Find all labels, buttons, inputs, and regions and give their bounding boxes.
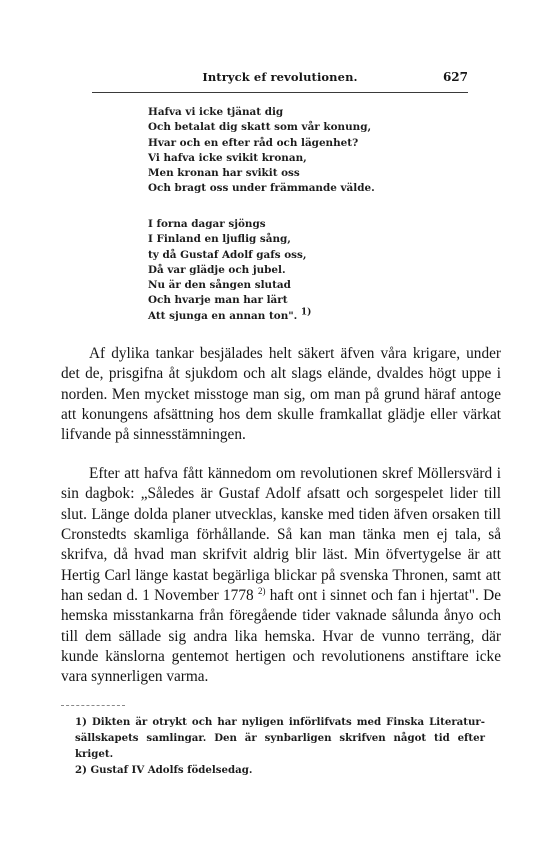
poem-line: I Finland en ljuflig sång,: [148, 233, 291, 246]
paragraph-text-b: haft ont i sinnet och fan i hjertat". De hemska misstankarna från föregående tider vaknade sålunda ånyo och till dem sällade sig andra lika hemska. Hvar de vunno terräng, där kunde känslorna gentemot hertigen och revolutionens anstiftare icke vara synnerligen varma.: [61, 587, 501, 686]
poem-line: Och betalat dig skatt som vår konung,: [148, 121, 372, 134]
footnote-ref: 1): [300, 307, 312, 318]
paragraph-text: Af dylika tankar besjälades helt säkert äfven våra krigare, under det de, prisgifna åt sjukdom och alt slags elände, dvaldes högt uppe i norden. Men mycket misstoge man sig, om man på grund häraf antoge att konungens afsättning hos dem skulle framkallat glädje eller värkat lifvande på sinnesstämningen.: [61, 345, 501, 444]
footnote-mark: 2): [75, 764, 87, 776]
body-paragraph-1: [61, 344, 501, 446]
body-paragraph-2: [61, 464, 501, 688]
poem-stanza-1: [148, 105, 478, 197]
paragraph-text: [61, 464, 501, 688]
footnote-text: Gustaf IV Adolfs födelsedag.: [90, 764, 253, 776]
poem-line: Vi hafva icke svikit kronan,: [148, 151, 307, 164]
page-number: 627: [442, 70, 468, 84]
poem-line: Hafva vi icke tjänat dig: [148, 106, 284, 118]
poem-line: Och hvarje man har lärt: [148, 294, 288, 307]
footnote-ref: 2): [257, 585, 266, 596]
poem-line: Hvar och en efter råd och lägenhet?: [148, 136, 359, 149]
poem-line: Och bragt oss under främmande välde.: [148, 182, 375, 195]
poem-line: Då var glädje och jubel.: [148, 263, 286, 276]
footnote-2: [75, 762, 485, 778]
footnote-mark: 1): [75, 716, 87, 728]
running-header-title: Intryck ef revolutionen.: [202, 70, 358, 84]
poem-line: Men kronan har svikit oss: [148, 167, 300, 180]
poem-stanza-2: [148, 217, 478, 324]
footnote-text: Dikten är otrykt och har nyligen införlifvats med Finska Literatursällskapets samlingar. Den är synbarligen skrifven något tid efter kriget.: [75, 716, 485, 760]
poem-line: I forna dagar sjöngs: [148, 218, 266, 230]
poem-line: Nu är den sången slutad: [148, 279, 291, 292]
poem-line-text: Att sjunga en annan ton".: [148, 309, 298, 322]
footnote-1: [75, 714, 485, 762]
poem-line: ty då Gustaf Adolf gafs oss,: [148, 248, 307, 261]
paragraph-text-a: Efter att hafva fått kännedom om revolutionen skref Möllersvärd i sin dagbok: „Således är Gustaf Adolf afsatt och sorgespelet lider till slut. Länge dolda planer utvecklas, kanske med tiden äfven orsaken till Cronstedts skamliga förhållande. Så kan man tänka men ej tala, så skrifva, då hvad man skrifvit aldrig blir läst. Min öfvertygelse är att Hertig Carl länge kastat begärliga blickar på svenska Thronen, samt att han sedan d. 1 November 1778: [61, 465, 501, 605]
header-rule: [92, 92, 468, 93]
poem-line-last: [148, 309, 478, 324]
footnote-separator: [61, 705, 125, 706]
